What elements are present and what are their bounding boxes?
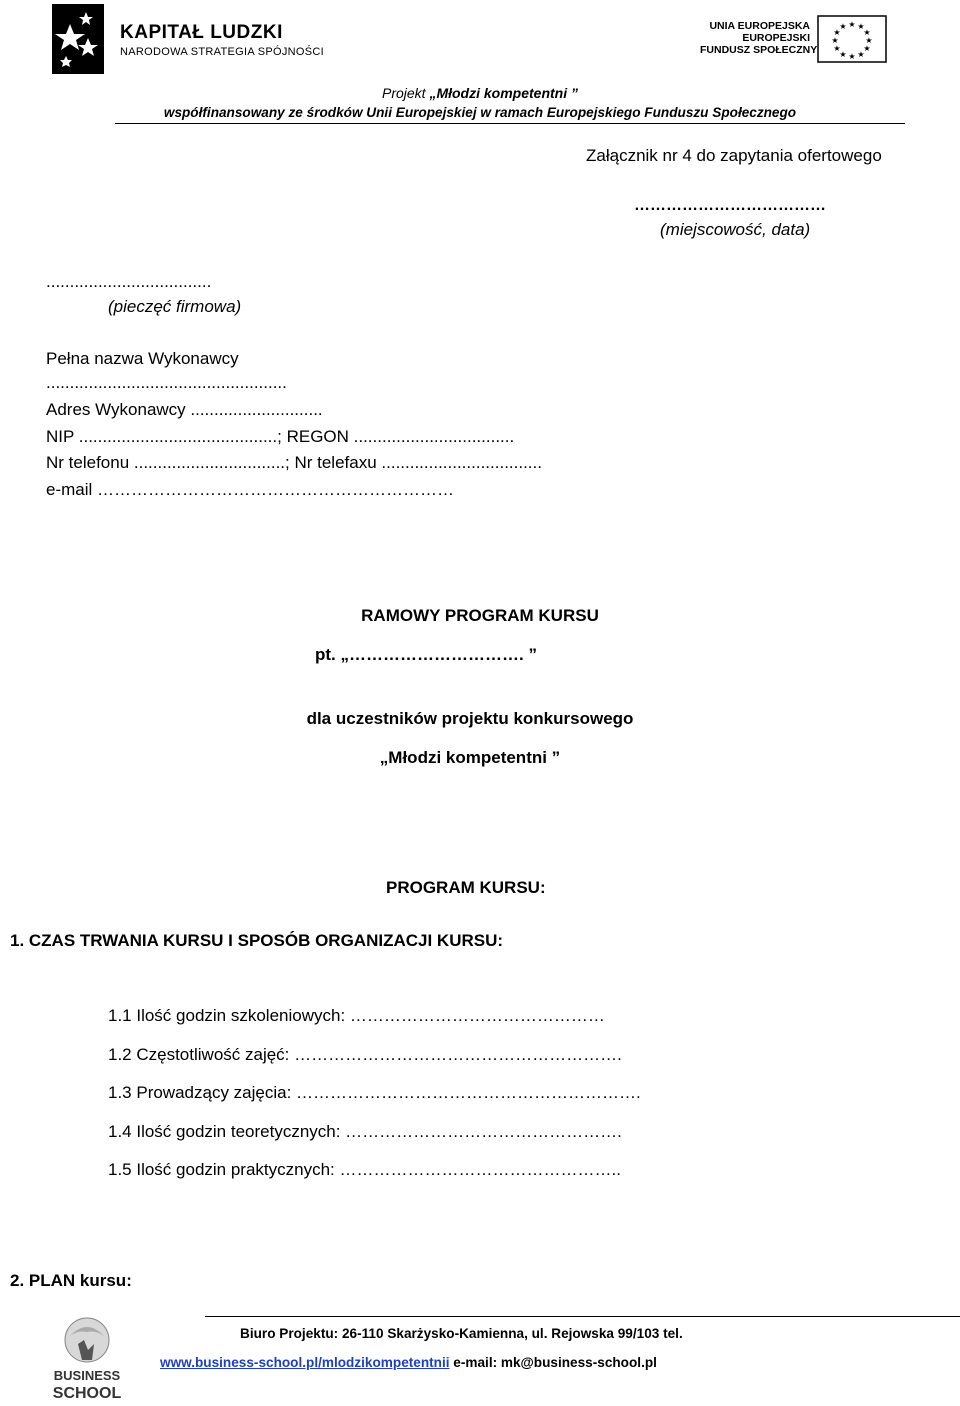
project-name-line: „Młodzi kompetentni ” (379, 748, 561, 767)
footer-website-link[interactable]: www.business-school.pl/mlodzikompetentnii (160, 1355, 450, 1370)
svg-text:★: ★ (865, 36, 873, 45)
eu-line-3: FUNDUSZ SPOŁECZNY (700, 44, 818, 56)
svg-text:★: ★ (863, 28, 871, 37)
list-item: 1.4 Ilość godzin teoretycznych: …………………………………………. (108, 1122, 622, 1141)
svg-text:★: ★ (839, 50, 847, 59)
eu-line-1: UNIA EUROPEJSKA (709, 20, 810, 32)
footer-address: Biuro Projektu: 26-110 Skarżysko-Kamienna, ul. Rejowska 99/103 tel. (240, 1326, 683, 1341)
contractor-phone-fax: Nr telefonu ................................; Nr telefaxu .................................. (46, 453, 542, 472)
place-date-dots: ……………………………… (634, 197, 826, 214)
svg-text:★: ★ (848, 20, 856, 29)
attachment-label: Załącznik nr 4 do zapytania ofertowego (586, 146, 882, 165)
kapital-ludzki-title: KAPITAŁ LUDZKI (120, 22, 283, 43)
svg-text:★: ★ (831, 36, 839, 45)
kapital-ludzki-logo-icon (52, 4, 104, 74)
list-item: 1.5 Ilość godzin praktycznych: ………………………………………….. (108, 1160, 621, 1179)
svg-text:★: ★ (857, 22, 865, 31)
svg-text:★: ★ (839, 22, 847, 31)
project-line (0, 85, 960, 101)
section-1-heading: 1. CZAS TRWANIA KURSU I SPOSÓB ORGANIZACJI KURSU: (10, 931, 504, 950)
contractor-name-label: Pełna nazwa Wykonawcy (46, 349, 239, 368)
section-2-heading: 2. PLAN kursu: (10, 1271, 132, 1290)
contractor-address: Adres Wykonawcy ............................ (46, 400, 323, 419)
svg-text:★: ★ (833, 28, 841, 37)
bs-logo-line2: SCHOOL (52, 1385, 122, 1402)
contractor-name-dots: ................................................... (46, 373, 287, 392)
course-name-line: pt. „…………………………. ” (315, 645, 537, 664)
stamp-label: (pieczęć firmowa) (108, 297, 242, 316)
list-item: 1.3 Prowadzący zajęcia: ……………………………………………………. (108, 1083, 641, 1102)
footer-divider (205, 1316, 960, 1317)
header-divider (115, 123, 905, 124)
svg-text:★: ★ (833, 44, 841, 53)
svg-text:★: ★ (848, 52, 856, 61)
contractor-nip-regon: NIP ..........................................; REGON .................................. (46, 427, 515, 446)
contractor-email: e-mail ……………………………………………………… (46, 480, 455, 499)
participants-line: dla uczestników projektu konkursowego (306, 709, 634, 728)
project-name-header: „Młodzi kompetentni ” (429, 85, 579, 101)
list-item: 1.2 Częstotliwość zajęć: …………………………………………………. (108, 1045, 622, 1064)
eu-text-block (700, 20, 818, 56)
place-date-label: (miejscowość, data) (660, 220, 811, 239)
stamp-dots: ................................... (46, 272, 212, 291)
svg-text:★: ★ (863, 44, 871, 53)
kapital-ludzki-subtitle: NARODOWA STRATEGIA SPÓJNOŚCI (120, 46, 324, 58)
footer-email: e-mail: mk@business-school.pl (449, 1355, 657, 1370)
project-prefix: Projekt (381, 85, 430, 101)
eu-flag-icon (817, 15, 887, 63)
svg-text:★: ★ (857, 50, 865, 59)
list-item: 1.1 Ilość godzin szkoleniowych: ……………………………………… (108, 1006, 605, 1025)
document-title: RAMOWY PROGRAM KURSU (361, 606, 599, 625)
bs-logo-line1: BUSINESS (53, 1368, 121, 1383)
cofinancing-line: współfinansowany ze środków Unii Europejskiej w ramach Europejskiego Funduszu Społecznego (163, 105, 797, 120)
eu-line-2: EUROPEJSKI (742, 32, 810, 44)
business-school-logo-icon (48, 1310, 126, 1406)
footer-contact (160, 1355, 657, 1370)
program-heading: PROGRAM KURSU: (386, 878, 546, 897)
